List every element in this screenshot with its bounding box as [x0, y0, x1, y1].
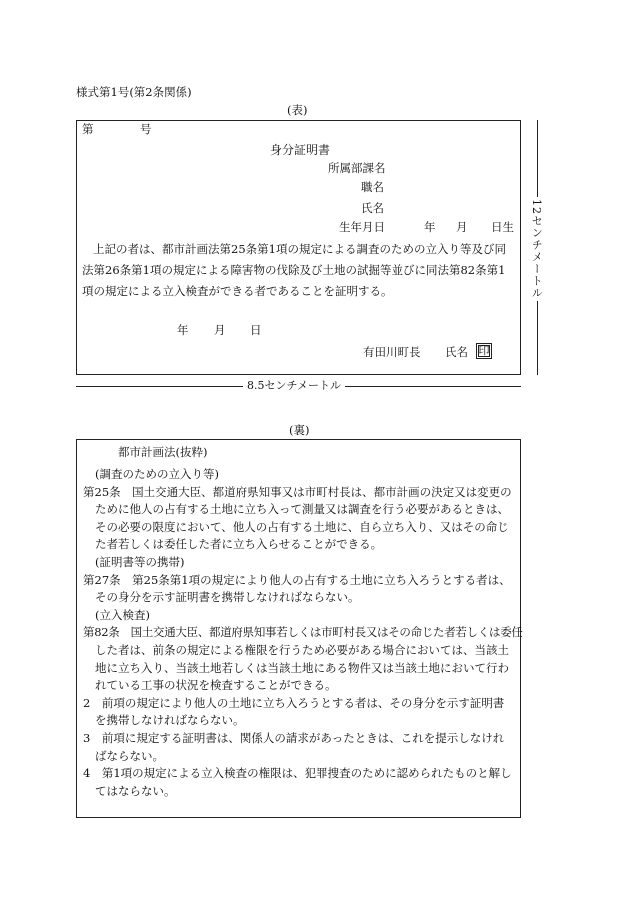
law-heading: (証明書等の携帯) [95, 554, 185, 569]
back-side-label: (裏) [289, 423, 310, 437]
law-article-line: 第27条 第25条第1項の規定により他人の占有する土地に立ち入ろうとする者は、 [83, 572, 511, 587]
issuer-name-label: 氏名 [445, 345, 468, 359]
law-paragraph-line: ばならない。 [95, 748, 164, 763]
law-article-line: その身分を示す証明書を携帯しなければならない。 [95, 590, 360, 605]
seal-mark [476, 343, 492, 359]
form-number: 様式第1号(第2条関係) [76, 85, 192, 99]
law-paragraph-line: を携帯しなければならない。 [95, 713, 245, 728]
law-article-line: ために他人の占有する土地に立ち入って測量又は調査を行う必要があるときは、 [95, 502, 509, 517]
document-title: 身分証明書 [270, 143, 331, 157]
law-paragraph-line: 2 前項の規定により他人の土地に立ち入ろうとする者は、その身分を示す証明書 [83, 695, 505, 710]
law-article-line: れている工事の状況を検査することができる。 [95, 678, 337, 693]
certification-text-line: 上記の者は、都市計画法第25条第1項の規定による調査のための立入り等及び同 [93, 242, 506, 256]
birth-day-label: 日生 [491, 220, 514, 234]
department-label: 所属部課名 [328, 161, 386, 175]
law-article-line: 第82条 国土交通大臣、都道府県知事若しくは市町村長又はその命じた者若しくは委任 [83, 625, 523, 640]
law-heading: (立入検査) [95, 607, 150, 622]
law-article-line: した者は、前条の規定による権限を行うため必要がある場合においては、当該土 [95, 642, 509, 657]
birthdate-label: 生年月日 [339, 220, 385, 234]
law-paragraph-line: 3 前項に規定する証明書は、関係人の請求があったときは、これを提示しなけれ [83, 730, 505, 745]
law-paragraph-line: てはならない。 [95, 783, 176, 798]
law-article-line: 地に立ち入り、当該土地若しくは当該土地にある物件又は当該土地において行わ [95, 660, 509, 675]
certification-text-line: 法第26条第1項の規定による障害物の伐除及び土地の試掘等並びに同法第82条第1 [82, 263, 506, 277]
name-label: 氏名 [361, 201, 384, 215]
law-article-line: その必要の限度において、他人の占有する土地に、自ら立ち入り、又はその命じ [95, 519, 509, 534]
issue-day-label: 日 [250, 323, 262, 337]
law-paragraph-line: 4 第1項の規定による立入検査の権限は、犯罪捜査のために認められたものと解し [83, 766, 512, 781]
birth-year-label: 年 [424, 220, 436, 234]
law-excerpt-text [83, 467, 523, 802]
birth-month-label: 月 [456, 220, 468, 234]
law-heading: (調査のための立入り等) [95, 467, 219, 481]
law-article-line: た者若しくは委任した者に立ち入らせることができる。 [95, 537, 383, 552]
position-label: 職名 [361, 180, 384, 194]
height-dimension-label: 12センチメートル [530, 199, 544, 299]
certification-text-line: 項の規定による立入検査ができる者であることを証明する。 [82, 284, 393, 298]
issuer-title: 有田川町長 [363, 345, 421, 359]
front-side-label: (表) [287, 103, 308, 117]
issue-year-label: 年 [177, 323, 189, 337]
law-article-line: 第25条 国土交通大臣、都道府県知事又は市町村長は、都市計画の決定又は変更の [83, 484, 512, 499]
width-dimension-label: 8.5センチメートル [243, 379, 345, 392]
number-prefix: 第 [82, 122, 94, 136]
seal-character: 印 [478, 344, 490, 357]
law-excerpt-title: 都市計画法(抜粋) [118, 445, 208, 459]
issue-month-label: 月 [214, 323, 226, 337]
number-suffix: 号 [140, 122, 152, 136]
